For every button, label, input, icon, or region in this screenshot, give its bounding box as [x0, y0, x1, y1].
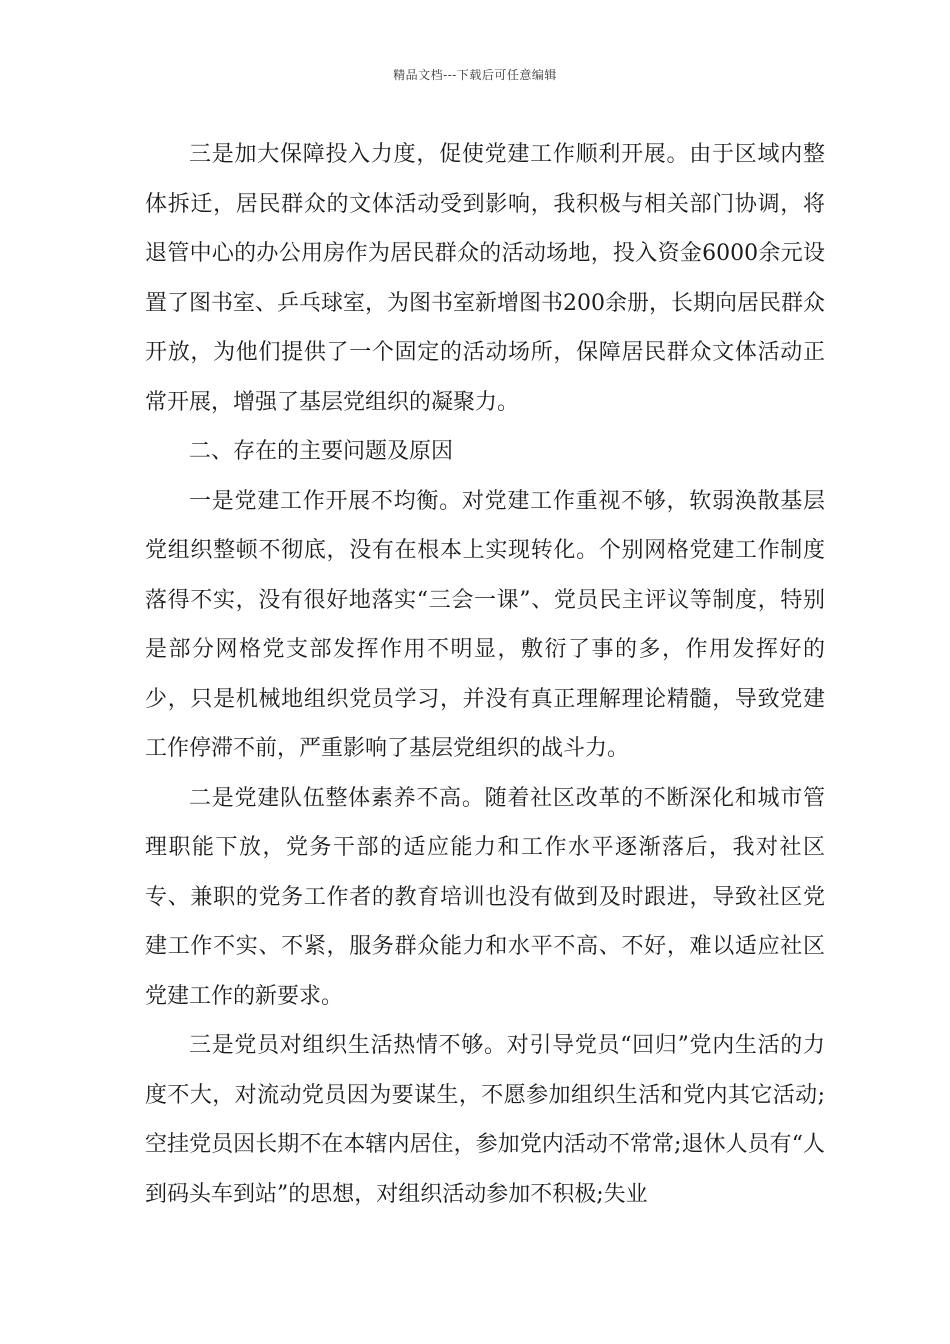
section-heading-problems: 二、存在的主要问题及原因: [189, 439, 454, 464]
paragraph-uneven-development: 一是党建工作开展不均衡。对党建工作重视不够，软弱涣散基层党组织整顿不彻底，没有在根本上实现转化。个别网格党建工作制度落得不实，没有很好地落实“三会一课”、党员民主评议等制度，特别是部分网格党支部发挥作用不明显，敷衍了事的多，作用发挥好的少，只是机械地组织党员学习，并没有真正理解理论精髓，导致党建工作停滞不前，严重影响了基层党组织的战斗力。: [145, 488, 825, 761]
paragraph-member-enthusiasm: 三是党员对组织生活热情不够。对引导党员“回归”党内生活的力度不大，对流动党员因为要谋生，不愿参加组织生活和党内其它活动;空挂党员因长期不在本辖内居住，参加党内活动不常常;退休人员有“人到码头车到站”的思想，对组织活动参加不积极;失业: [145, 1033, 825, 1207]
page-header: 精品文档---下载后可任意编辑: [393, 68, 557, 82]
paragraph-team-quality: 二是党建队伍整体素养不高。随着社区改革的不断深化和城市管理职能下放，党务干部的适应能力和工作水平逐渐落后，我对社区专、兼职的党务工作者的教育培训也没有做到及时跟进，导致社区党建工作不实、不紧，服务群众能力和水平不高、不好，难以适应社区党建工作的新要求。: [145, 785, 825, 1009]
document-body: [145, 130, 825, 1219]
paragraph-guarantee-investment: 三是加大保障投入力度，促使党建工作顺利开展。由于区域内整体拆迁，居民群众的文体活动受到影响，我积极与相关部门协调，将退管中心的办公用房作为居民群众的活动场地，投入资金6000余元设置了图书室、乒乓球室，为图书室新增图书200余册，长期向居民群众开放，为他们提供了一个固定的活动场所，保障居民群众文体活动正常开展，增强了基层党组织的凝聚力。: [145, 142, 825, 415]
